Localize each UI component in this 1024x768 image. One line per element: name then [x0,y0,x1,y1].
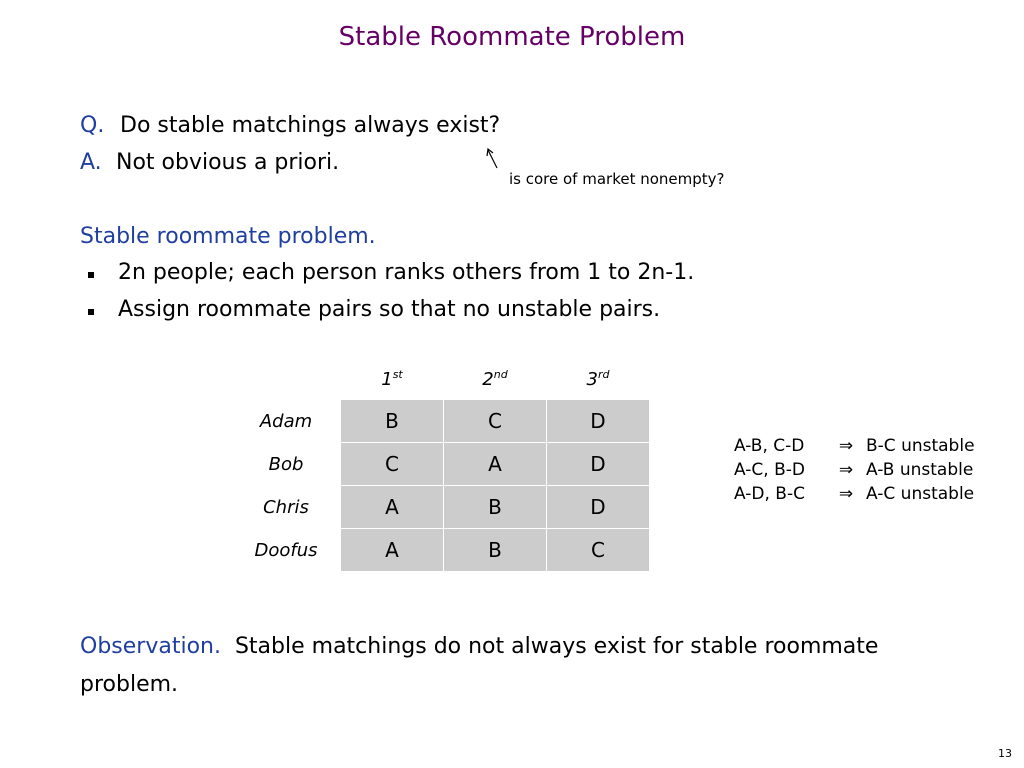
table-cell: C [444,400,546,442]
column-header-2 [444,368,546,390]
bullet-icon [88,309,94,315]
pairing-row [734,482,975,506]
pairings-list [734,434,975,506]
table-cell: C [341,443,443,485]
row-label-doofus: Doofus [254,540,318,561]
table-cell: D [547,443,649,485]
table-cell: B [444,486,546,528]
answer-label: A. [80,150,102,175]
column-header-sup: st [392,368,403,381]
answer-text: Not obvious a priori. [116,150,340,175]
annotation-note: is core of market nonempty? [509,170,725,188]
column-header-base: 2 [482,369,494,390]
preference-table [341,400,649,571]
table-cell: A [341,486,443,528]
slide-title: Stable Roommate Problem [338,22,686,52]
pairing-result: A-C unstable [866,484,975,504]
page-number: 13 [998,747,1012,760]
column-header-base: 1 [381,369,393,390]
bullet-item: Assign roommate pairs so that no unstable pairs. [118,297,661,322]
table-cell: B [444,529,546,571]
pairing-matching: A-D, B-C [734,484,805,504]
table-cell: D [547,400,649,442]
table-cell: D [547,486,649,528]
table-cell: A [444,443,546,485]
question-line [80,113,500,138]
pairing-matching: A-C, B-D [734,460,805,480]
table-cell: B [341,400,443,442]
bullet-item: 2n people; each person ranks others from 1 to 2n-1. [118,260,695,285]
answer-line [80,150,339,175]
column-header-1 [341,368,443,390]
observation-label: Observation. [80,634,221,659]
implies-icon: ⇒ [838,436,854,456]
implies-icon: ⇒ [838,484,854,504]
question-text: Do stable matchings always exist? [120,113,501,138]
column-header-sup: rd [597,368,610,381]
table-cell: C [547,529,649,571]
annotation-arrow-icon [484,146,500,170]
pairing-result: B-C unstable [866,436,975,456]
pairing-result: A-B unstable [866,460,974,480]
observation-paragraph [80,628,880,704]
section-heading: Stable roommate problem. [80,224,376,249]
pairing-row [734,458,975,482]
implies-icon: ⇒ [838,460,854,480]
observation-text: Stable matchings do not always exist for stable roommate problem. [80,634,879,697]
bullet-icon [88,272,94,278]
pairing-matching: A-B, C-D [734,436,805,456]
column-header-3 [547,368,649,390]
column-header-base: 3 [586,369,598,390]
table-cell: A [341,529,443,571]
question-label: Q. [80,113,105,138]
row-label-bob: Bob [268,454,304,475]
row-label-chris: Chris [263,497,309,518]
pairing-row [734,434,975,458]
column-header-sup: nd [493,368,508,381]
row-label-adam: Adam [259,411,313,432]
